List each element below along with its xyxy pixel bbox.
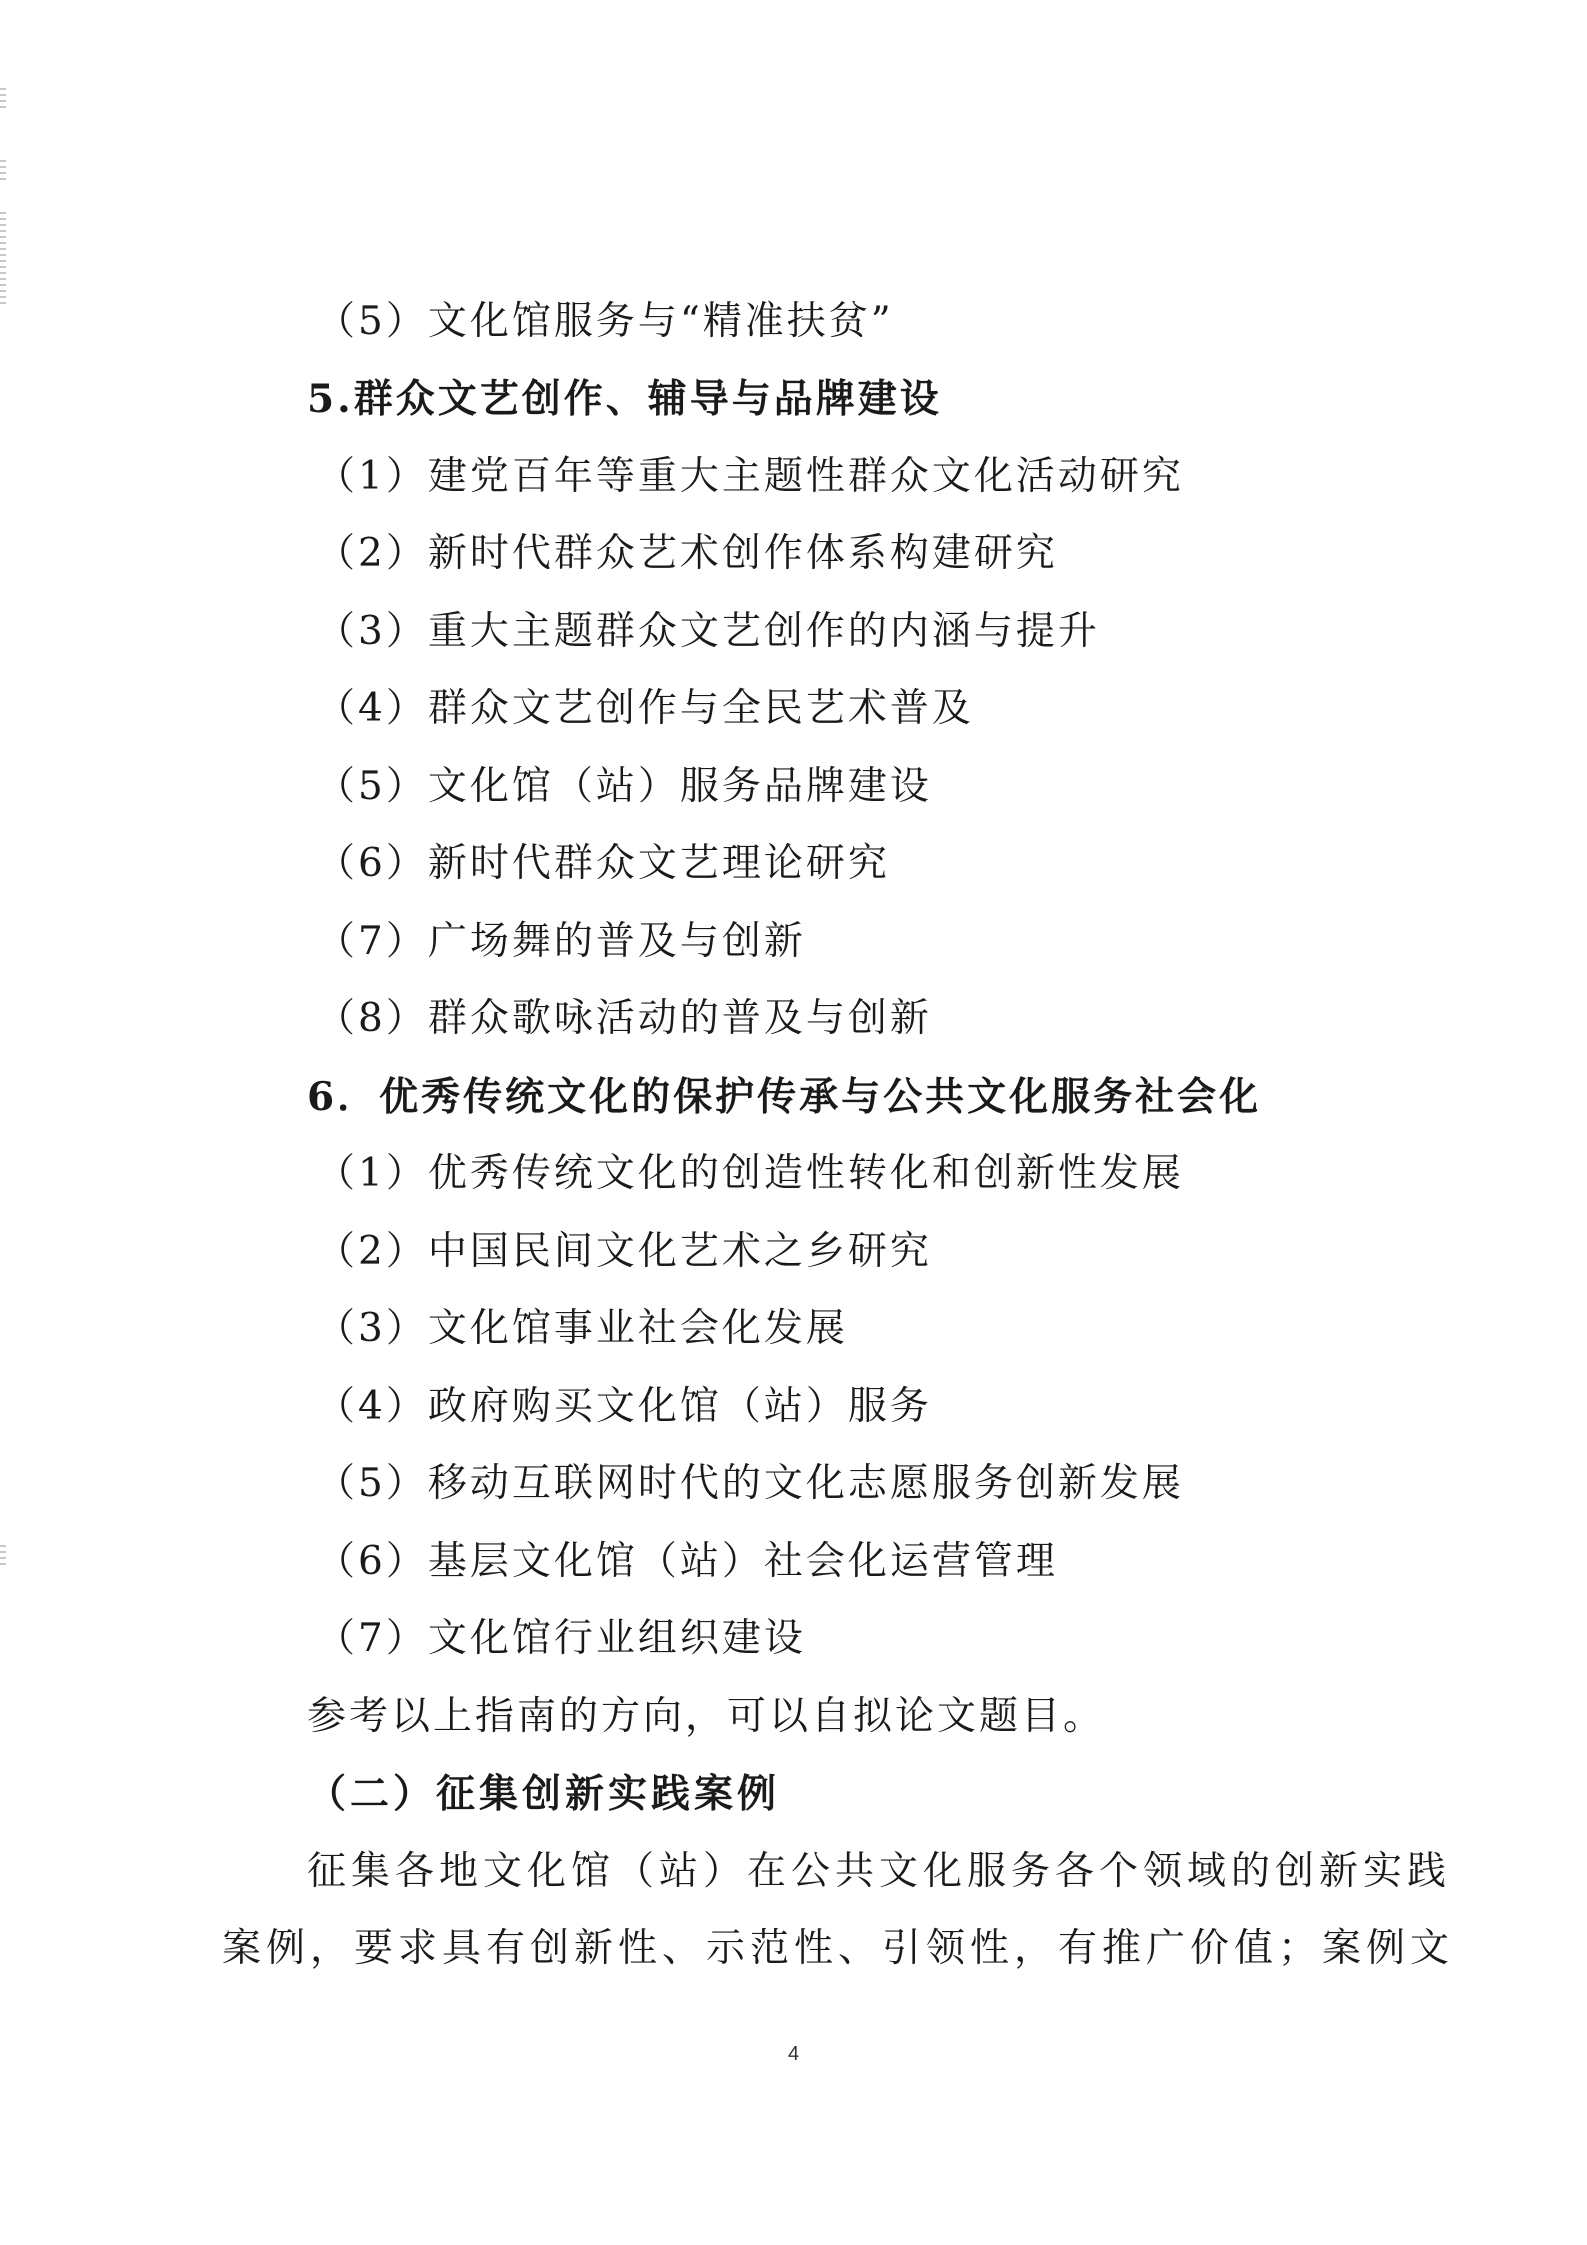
scan-edge-mark — [0, 160, 6, 180]
body-text: 参考以上指南的方向，可以自拟论文题目。 — [307, 1694, 1106, 1739]
list-item: （2）新时代群众艺术创作体系构建研究 — [316, 531, 1058, 576]
page-number: 4 — [787, 2043, 800, 2065]
list-item: （6）新时代群众文艺理论研究 — [316, 841, 890, 886]
scan-edge-mark — [0, 1545, 6, 1567]
list-item: （8）群众歌咏活动的普及与创新 — [316, 996, 932, 1041]
list-item: （5）移动互联网时代的文化志愿服务创新发展 — [316, 1461, 1184, 1506]
list-item: （3）重大主题群众文艺创作的内涵与提升 — [316, 609, 1100, 654]
paragraph-line: 征集各地文化馆（站）在公共文化服务各个领域的创新实践 — [307, 1849, 1452, 1894]
paragraph-line: 案例，要求具有创新性、示范性、引领性，有推广价值；案例文 — [222, 1926, 1455, 1971]
list-item: （1）优秀传统文化的创造性转化和创新性发展 — [316, 1151, 1184, 1196]
section-heading: 6．优秀传统文化的保护传承与公共文化服务社会化 — [307, 1074, 1262, 1120]
list-item: （2）中国民间文化艺术之乡研究 — [316, 1229, 932, 1274]
scan-edge-mark — [0, 212, 6, 307]
list-item: （5）文化馆（站）服务品牌建设 — [316, 764, 932, 809]
list-item: （5）文化馆服务与“精准扶贫” — [316, 299, 894, 344]
scan-edge-mark — [0, 88, 6, 112]
list-item: （4）政府购买文化馆（站）服务 — [316, 1384, 932, 1429]
list-item: （7）文化馆行业组织建设 — [316, 1616, 806, 1661]
list-item: （4）群众文艺创作与全民艺术普及 — [316, 686, 974, 731]
list-item: （3）文化馆事业社会化发展 — [316, 1306, 848, 1351]
list-item: （7）广场舞的普及与创新 — [316, 919, 806, 964]
section-heading: 5.群众文艺创作、辅导与品牌建设 — [307, 376, 942, 422]
list-item: （6）基层文化馆（站）社会化运营管理 — [316, 1539, 1058, 1584]
subsection-heading: （二）征集创新实践案例 — [307, 1771, 781, 1817]
list-item: （1）建党百年等重大主题性群众文化活动研究 — [316, 454, 1184, 499]
